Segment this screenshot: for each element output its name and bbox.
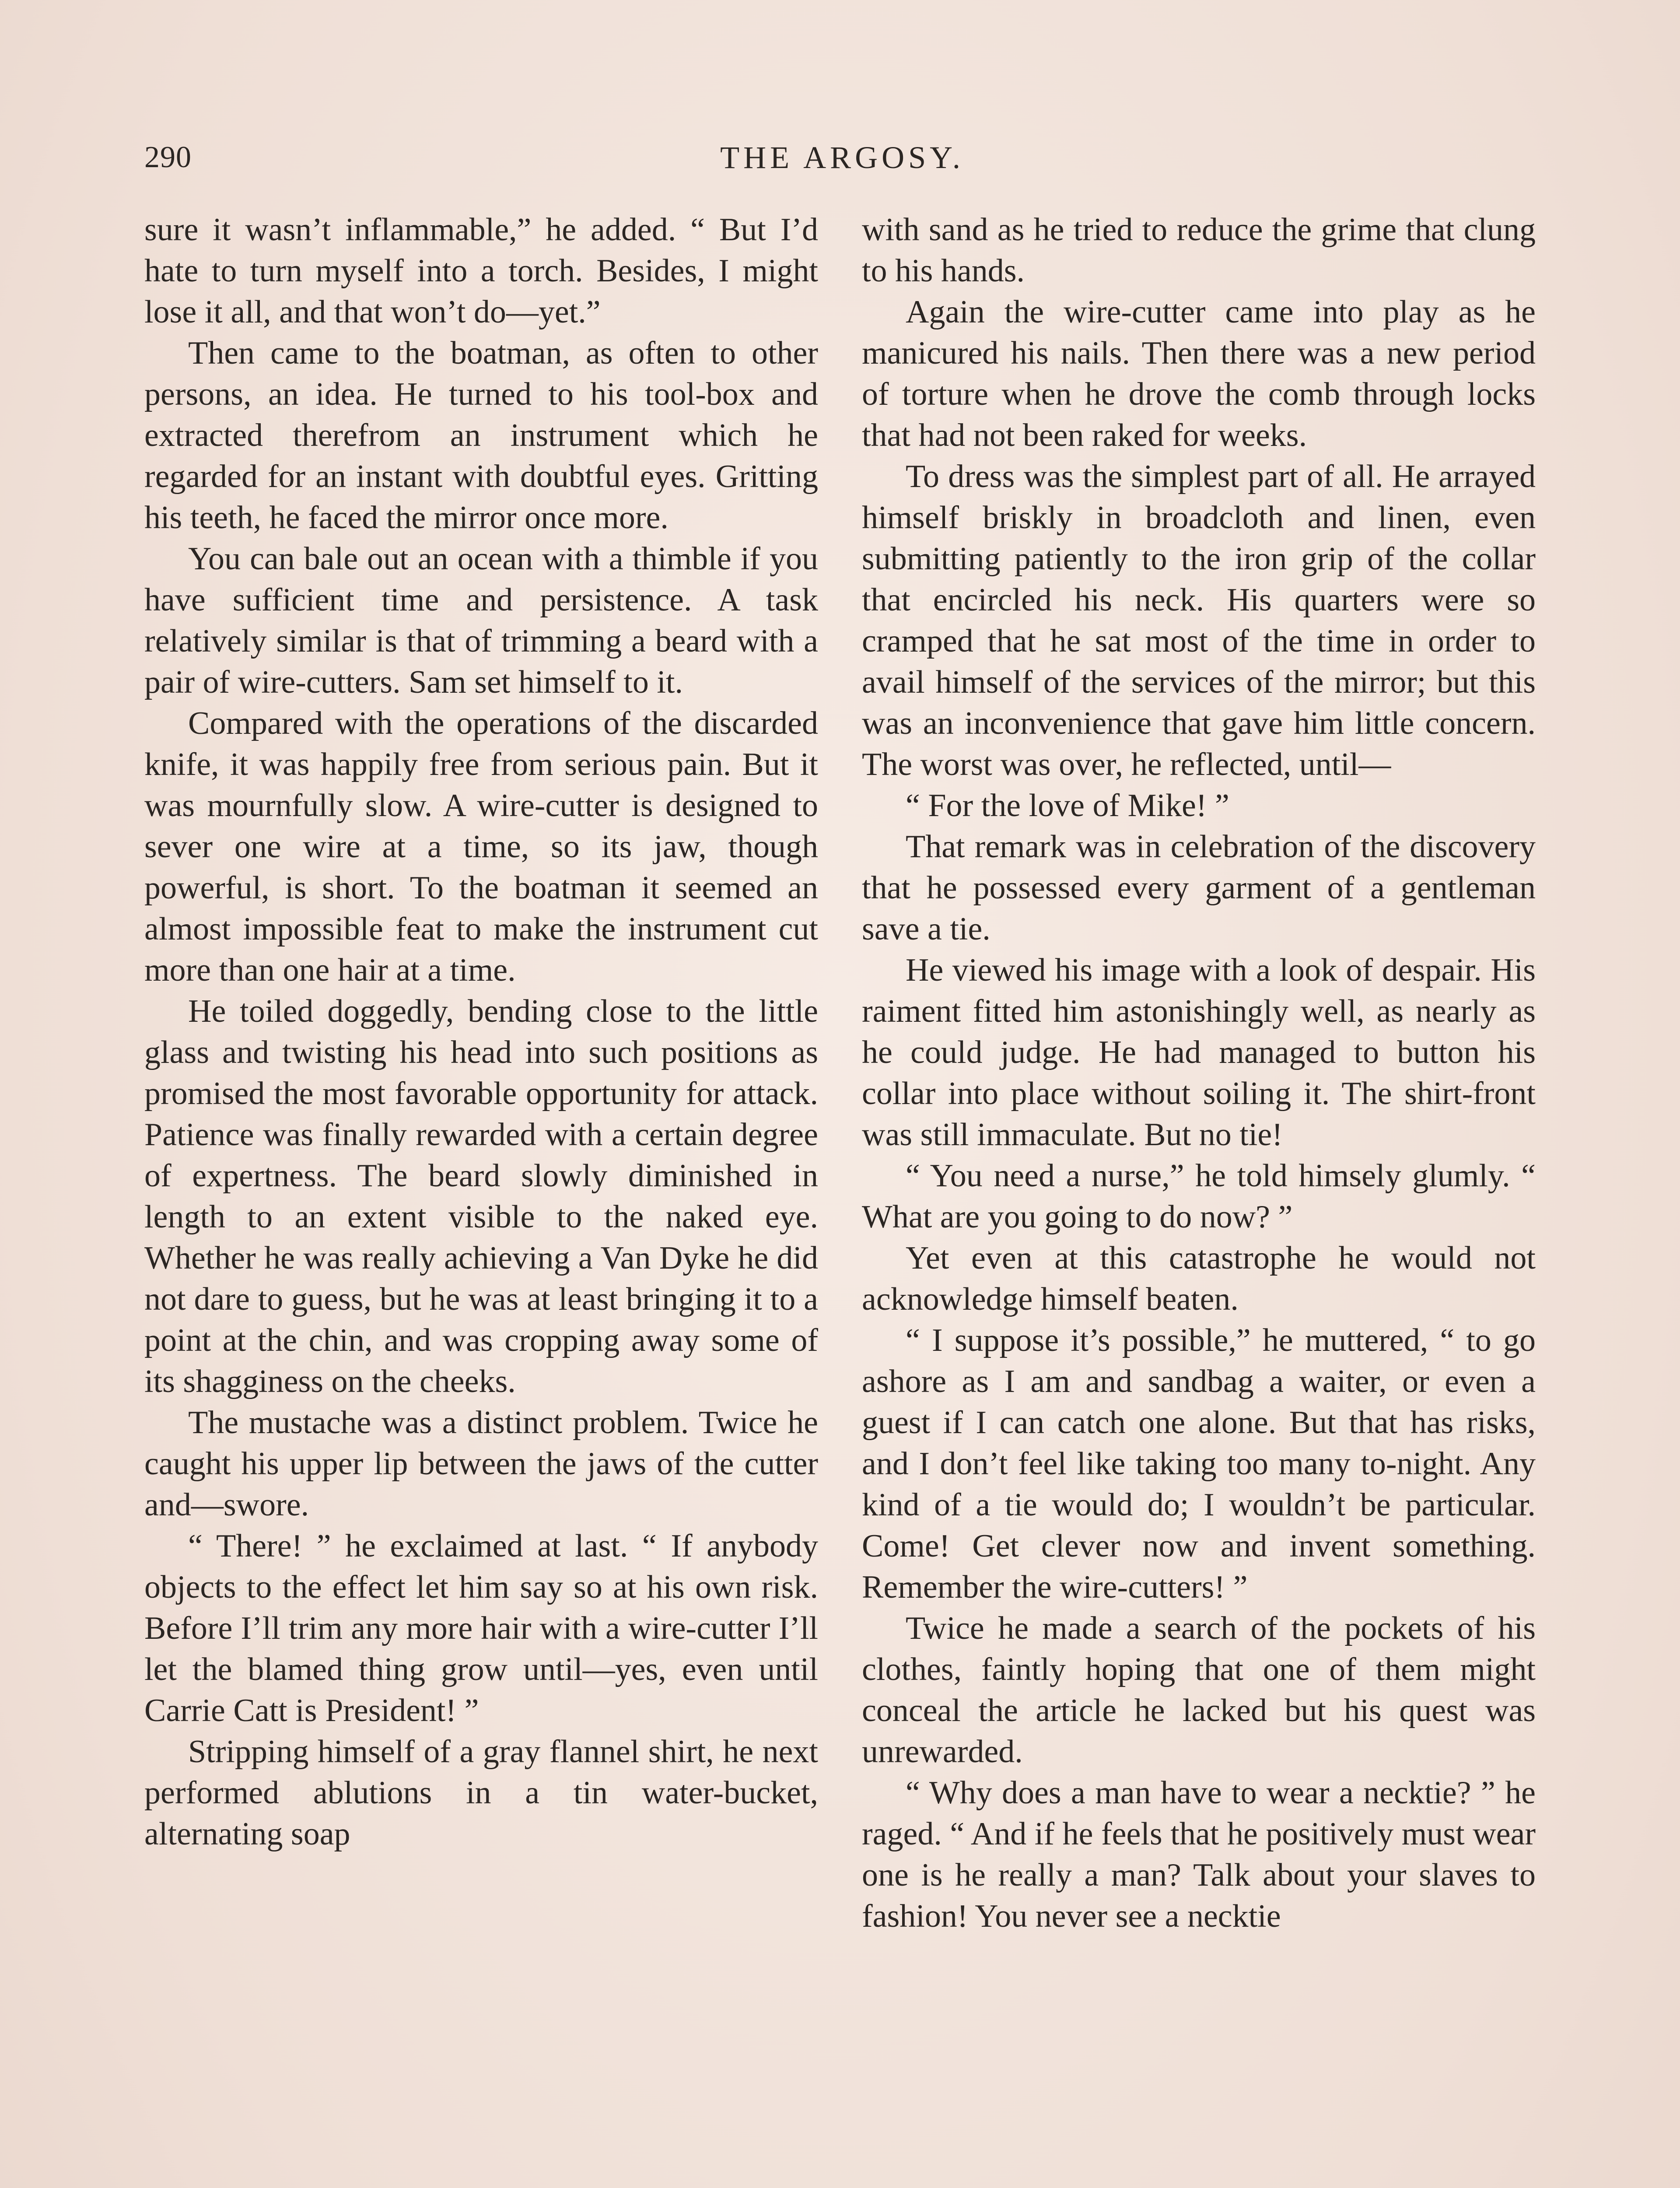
running-head: THE ARGOSY.: [720, 140, 964, 175]
paragraph: To dress was the simplest part of all. He arrayed himself briskly in broadcloth and linen, even submitting patiently to the iron grip of the collar that encircled his neck. His quarters were so cramped that he sat most of the time in order to avail himself of the services of the mirror; but this was an inconvenience that gave him little concern. The worst was over, he reflected, until—: [862, 459, 1536, 782]
left-column: [144, 209, 818, 1855]
paragraph: “ You need a nurse,” he told himsely glumly. “ What are you going to do now? ”: [862, 1158, 1536, 1235]
paragraph: Stripping himself of a gray flannel shirt, he next performed ablutions in a tin water-bucket, alternating soap: [144, 1734, 818, 1852]
right-column: [862, 209, 1536, 1937]
paragraph: “ For the love of Mike! ”: [906, 788, 1229, 824]
paragraph: “ There! ” he exclaimed at last. “ If anybody objects to the effect let him say so at his own risk. Before I’ll trim any more hair with a wire-cutter I’ll let the blamed thing grow until—yes, even until Carrie Catt is President! ”: [144, 1528, 818, 1729]
page-header: [144, 131, 1540, 184]
paragraph: Compared with the operations of the discarded knife, it was happily free from serious pain. But it was mournfully slow. A wire-cutter is designed to sever one wire at a time, so its jaw, though powerful, is short. To the boatman it seemed an almost impossible feat to make the instrument cut more than one hair at a time.: [144, 705, 818, 988]
paragraph: You can bale out an ocean with a thimble if you have sufficient time and persistence. A task relatively similar is that of trimming a beard with a pair of wire-cutters. Sam set himself to it.: [144, 541, 818, 700]
paragraph: The mustache was a distinct problem. Twice he caught his upper lip between the jaws of the cutter and—swore.: [144, 1405, 818, 1523]
paragraph: Yet even at this catastrophe he would not acknowledge himself beaten.: [862, 1240, 1536, 1317]
paragraph: “ Why does a man have to wear a necktie? ” he raged. “ And if he feels that he positively must wear one is he really a man? Talk about your slaves to fashion! You never see a necktie: [862, 1775, 1536, 1934]
paragraph: “ I suppose it’s possible,” he muttered, “ to go ashore as I am and sandbag a waiter, or even a guest if I can catch one alone. But that has risks, and I don’t feel like taking too many to-night. Any kind of a tie would do; I wouldn’t be particular. Come! Get clever now and invent something. Remember the wire-cutters! ”: [862, 1322, 1536, 1605]
paragraph: sure it wasn’t inflammable,” he added. “ But I’d hate to turn myself into a torch. Besides, I might lose it all, and that won’t do—yet.”: [144, 212, 818, 330]
paragraph: Again the wire-cutter came into play as he manicured his nails. Then there was a new period of torture when he drove the comb through locks that had not been raked for weeks.: [862, 294, 1536, 453]
paragraph: He toiled doggedly, bending close to the little glass and twisting his head into such positions as promised the most favorable opportunity for attack. Patience was finally rewarded with a certain degree of expertness. The beard slowly diminished in length to an extent visible to the naked eye. Whether he was really achieving a Van Dyke he did not dare to guess, but he was at least bringing it to a point at the chin, and was cropping away some of its shagginess on the cheeks.: [144, 993, 818, 1399]
paragraph: Then came to the boatman, as often to other persons, an idea. He turned to his tool-box and extracted therefrom an instrument which he regarded for an instant with doubtful eyes. Gritting his teeth, he faced the mirror once more.: [144, 335, 818, 536]
page-number: 290: [144, 140, 192, 174]
paragraph: Twice he made a search of the pockets of his clothes, faintly hoping that one of them might conceal the article he lacked but his quest was unrewarded.: [862, 1610, 1536, 1770]
paragraph: That remark was in celebration of the discovery that he possessed every garment of a gentleman save a tie.: [862, 829, 1536, 947]
paragraph: with sand as he tried to reduce the grime that clung to his hands.: [862, 212, 1536, 289]
paragraph: He viewed his image with a look of despair. His raiment fitted him astonishingly well, as nearly as he could judge. He had managed to button his collar into place without soiling it. The shirt-front was still immaculate. But no tie!: [862, 952, 1536, 1153]
